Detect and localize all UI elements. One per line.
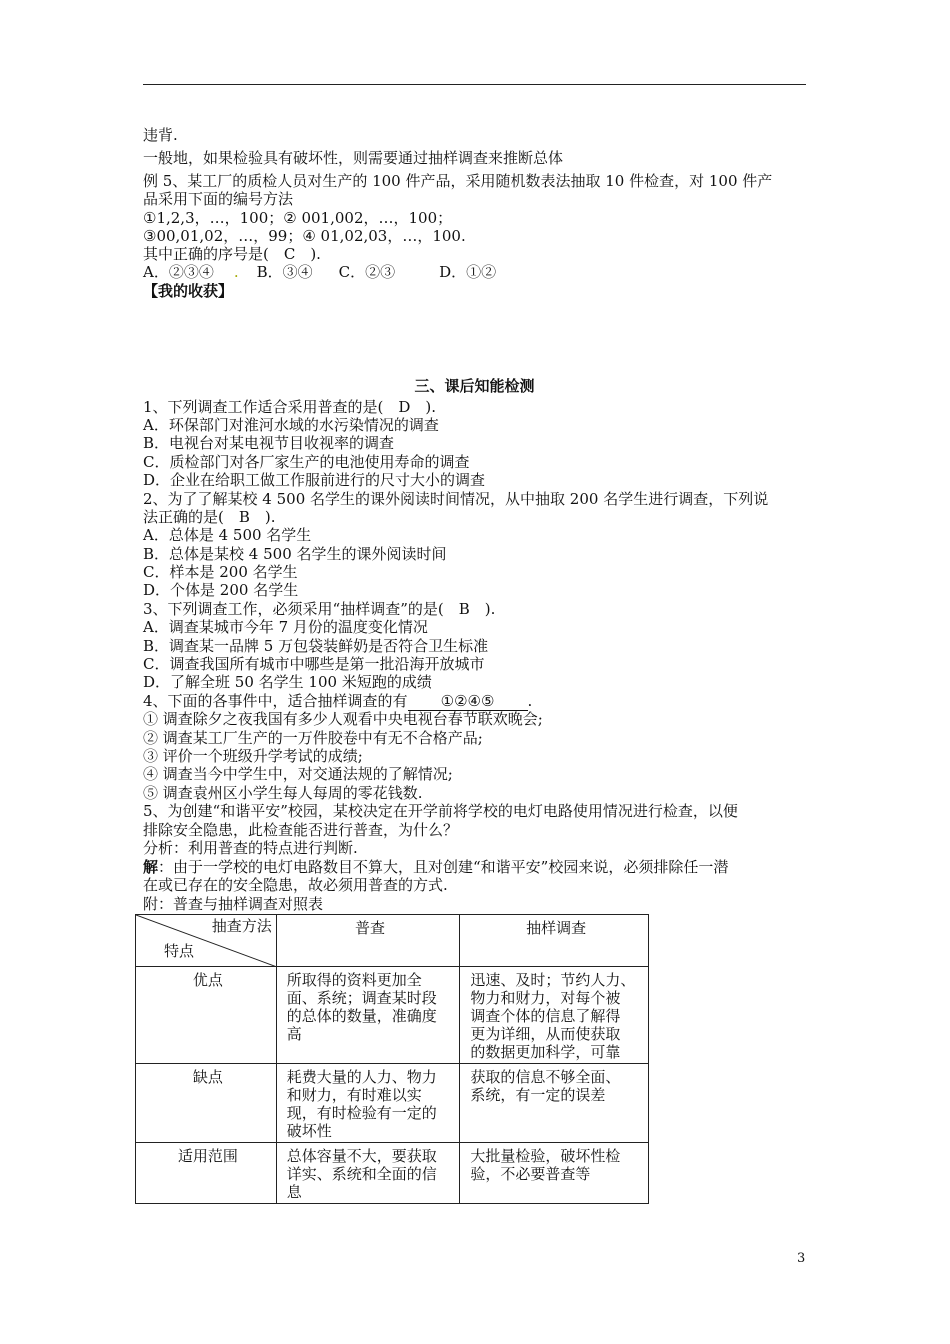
text-line: 排除安全隐患，此检查能否进行普查，为什么？ bbox=[143, 821, 459, 839]
example-5-options: A．②③④ . B．③④ C．②③ D．①② bbox=[143, 263, 497, 281]
row-header: 缺点 bbox=[136, 1064, 277, 1143]
my-harvest-heading: 【我的收获】 bbox=[143, 282, 234, 300]
option: A．调查某城市今年 7 月份的温度变化情况 bbox=[143, 618, 428, 636]
option-a: A．②③④ bbox=[143, 263, 214, 281]
corner-bottom-label: 特点 bbox=[164, 942, 195, 960]
question-2: 2、为了了解某校 4 500 名学生的课外阅读时间情况，从中抽取 200 名学生进行调查，下列说 bbox=[143, 490, 769, 508]
question-5: 5、为创建“和谐平安”校园，某校决定在开学前将学校的电灯电路使用情况进行检查，以便 bbox=[143, 802, 738, 820]
option: D．企业在给职工做工作服前进行的尺寸大小的调查 bbox=[143, 471, 486, 489]
text-line: 违背. bbox=[143, 126, 178, 144]
option-c: C．②③ bbox=[338, 263, 396, 281]
option: C．调查我国所有城市中哪些是第一批沿海开放城市 bbox=[143, 655, 485, 673]
option: B．调查某一品牌 5 万包袋装鲜奶是否符合卫生标准 bbox=[143, 637, 489, 655]
comparison-table bbox=[135, 914, 649, 1204]
table-cell: 获取的信息不够全面、 系统，有一定的误差 bbox=[460, 1064, 649, 1143]
list-item: ⑤ 调查袁州区小学生每人每周的零花钱数. bbox=[143, 784, 423, 802]
page-number: 3 bbox=[797, 1251, 806, 1266]
table-cell: 总体容量不大，要获取 详实、系统和全面的信 息 bbox=[276, 1143, 460, 1204]
table-cell: 耗费大量的人力、物力 和财力，有时难以实 现，有时检验有一定的 破坏性 bbox=[276, 1064, 460, 1143]
text-line: 其中正确的序号是( C ). bbox=[143, 245, 321, 263]
text-line: ①1,2,3，…，100；② 001,002，…，100； bbox=[143, 209, 453, 227]
option: C．样本是 200 名学生 bbox=[143, 563, 298, 581]
corner-top-label: 抽查方法 bbox=[211, 917, 272, 935]
option: C．质检部门对各厂家生产的电池使用寿命的调查 bbox=[143, 453, 470, 471]
text-line: 法正确的是( B ). bbox=[143, 508, 276, 526]
section-title: 三、课后知能检测 bbox=[414, 377, 535, 395]
row-header: 适用范围 bbox=[136, 1143, 277, 1204]
option: B．电视台对某电视节目收视率的调查 bbox=[143, 434, 395, 452]
table-cell: 大批量检验，破坏性检 验，不必要普查等 bbox=[460, 1143, 649, 1204]
answer-blank: ①②④⑤ bbox=[408, 692, 528, 711]
solution: 解：由于一学校的电灯电路数目不算大，且对创建“和谐平安”校园来说，必须排除任一潜 bbox=[143, 858, 729, 876]
example-5-question: 例 5、某工厂的质检人员对生产的 100 件产品，采用随机数表法抽取 10 件检查，对 100 件产 bbox=[143, 172, 773, 190]
column-header: 抽样调查 bbox=[460, 915, 649, 967]
question-3: 3、下列调查工作，必须采用“抽样调查”的是( B ). bbox=[143, 600, 496, 618]
list-item: ① 调查除夕之夜我国有多少人观看中央电视台春节联欢晚会; bbox=[143, 710, 543, 728]
table-cell: 所取得的资料更加全 面、系统；调查某时段 的总体的数量，准确度 高 bbox=[276, 967, 460, 1064]
option: D．了解全班 50 名学生 100 米短跑的成绩 bbox=[143, 673, 432, 691]
list-item: ④ 调查当今中学生中，对交通法规的了解情况; bbox=[143, 765, 453, 783]
list-item: ③ 评价一个班级升学考试的成绩; bbox=[143, 747, 363, 765]
option: D．个体是 200 名学生 bbox=[143, 581, 299, 599]
corner-header bbox=[136, 915, 277, 967]
option: A．环保部门对淮河水域的水污染情况的调查 bbox=[143, 416, 439, 434]
text-line: 在或已存在的安全隐患，故必须用普查的方式. bbox=[143, 876, 448, 894]
question-4: 4、下面的各事件中，适合抽样调查的有 ①②④⑤ . bbox=[143, 692, 533, 710]
question-1: 1、下列调查工作适合采用普查的是( D ). bbox=[143, 398, 437, 416]
option: A．总体是 4 500 名学生 bbox=[143, 526, 312, 544]
option-b: B．③④ bbox=[256, 263, 313, 281]
row-header: 优点 bbox=[136, 967, 277, 1064]
option: B．总体是某校 4 500 名学生的课外阅读时间 bbox=[143, 545, 447, 563]
table-caption: 附：普查与抽样调查对照表 bbox=[143, 895, 324, 913]
text-line: ③00,01,02，…，99；④ 01,02,03，…，100. bbox=[143, 227, 466, 245]
header-rule bbox=[143, 84, 806, 85]
text-line: 品采用下面的编号方法 bbox=[143, 190, 294, 208]
option-d: D．①② bbox=[439, 263, 497, 281]
table-cell: 迅速、及时；节约人力、 物力和财力，对每个被 调查个体的信息了解得 更为详细，从而使获取 的数据更加科学，可靠 bbox=[460, 967, 649, 1064]
list-item: ② 调查某工厂生产的一万件胶卷中有无不合格产品; bbox=[143, 729, 483, 747]
column-header: 普查 bbox=[276, 915, 460, 967]
text-line: 一般地，如果检验具有破坏性，则需要通过抽样调查来推断总体 bbox=[143, 149, 564, 167]
analysis: 分析：利用普查的特点进行判断. bbox=[143, 839, 358, 857]
